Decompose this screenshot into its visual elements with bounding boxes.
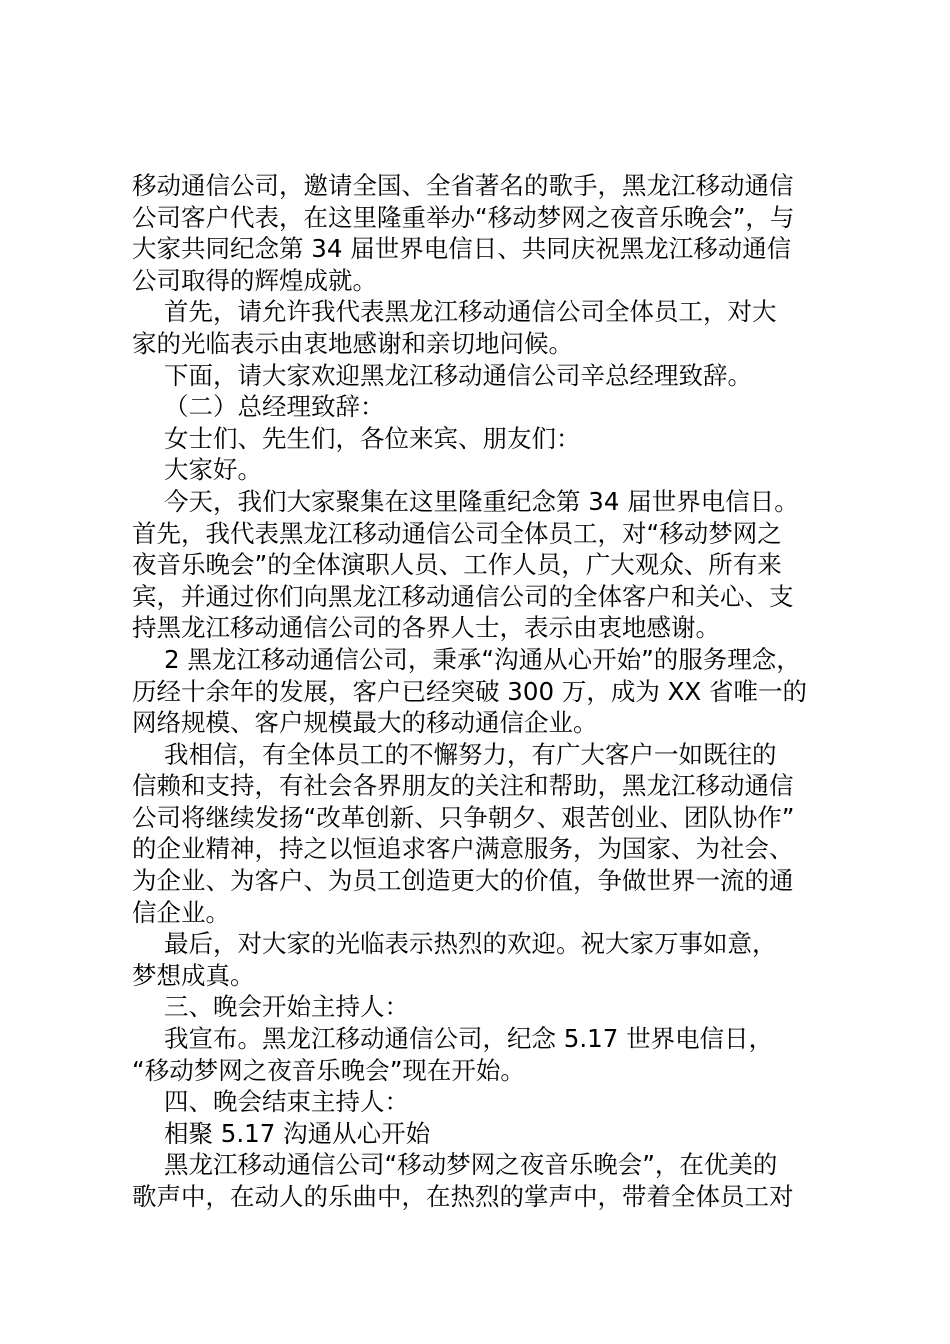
text-line: 我宣布。黑龙江移动通信公司，纪念 5.17 世界电信日， [164,1024,774,1054]
text-line: 女士们、先生们，各位来宾、朋友们： [164,423,581,453]
text-line: 历经十余年的发展，客户已经突破 300 万，成为 XX 省唯一的 [132,676,807,706]
text-line: 的企业精神，持之以恒追求客户满意服务，为国家、为社会、 [132,834,794,864]
text-line: “移动梦网之夜音乐晚会”现在开始。 [132,1055,525,1085]
text-line: 家的光临表示由衷地感谢和亲切地问候。 [132,328,573,358]
text-line: 歌声中，在动人的乐曲中，在热烈的掌声中，带着全体员工对 [132,1182,794,1211]
text-line: 我相信，有全体员工的不懈努力，有广大客户一如既往的 [164,739,777,769]
text-line: 首先，我代表黑龙江移动通信公司全体员工，对“移动梦网之 [132,518,782,548]
text-line: 信企业。 [132,897,230,927]
text-line: 最后，对大家的光临表示热烈的欢迎。祝大家万事如意， [164,929,777,959]
text-line: 为企业、为客户、为员工创造更大的价值，争做世界一流的通 [132,866,794,896]
text-line: 大家共同纪念第 34 届世界电信日、共同庆祝黑龙江移动通信 [132,234,792,264]
text-line: 公司客户代表，在这里隆重举办“移动梦网之夜音乐晚会”，与 [132,202,795,232]
text-line: 四、晚会结束主持人： [164,1087,409,1117]
text-line: 公司取得的辉煌成就。 [132,265,377,295]
text-line: 信赖和支持，有社会各界朋友的关注和帮助，黑龙江移动通信 [132,771,794,801]
text-line: 移动通信公司，邀请全国、全省著名的歌手，黑龙江移动通信 [132,171,794,200]
text-line: 今天，我们大家聚集在这里隆重纪念第 34 届世界电信日。 [164,486,799,516]
text-line: （二）总经理致辞： [164,392,385,422]
text-line: 相聚 5.17 沟通从心开始 [164,1118,431,1148]
text-line: 2 黑龙江移动通信公司，秉承“沟通从心开始”的服务理念， [164,644,801,674]
text-line: 网络规模、客户规模最大的移动通信企业。 [132,708,598,738]
text-line: 黑龙江移动通信公司“移动梦网之夜音乐晚会”，在优美的 [164,1150,778,1180]
document-body [132,170,828,1213]
text-line: 大家好。 [164,455,262,485]
text-line: 首先，请允许我代表黑龙江移动通信公司全体员工，对大 [164,297,777,327]
text-line: 三、晚会开始主持人： [164,992,409,1022]
text-line: 夜音乐晚会”的全体演职人员、工作人员，广大观众、所有来 [132,550,782,580]
text-line: 公司将继续发扬“改革创新、只争朝夕、艰苦创业、团队协作” [132,802,795,832]
text-line: 下面，请大家欢迎黑龙江移动通信公司辛总经理致辞。 [164,360,752,390]
text-line: 持黑龙江移动通信公司的各界人士，表示由衷地感谢。 [132,613,720,643]
text-line: 宾，并通过你们向黑龙江移动通信公司的全体客户和关心、支 [132,581,794,611]
text-line: 梦想成真。 [132,960,255,990]
